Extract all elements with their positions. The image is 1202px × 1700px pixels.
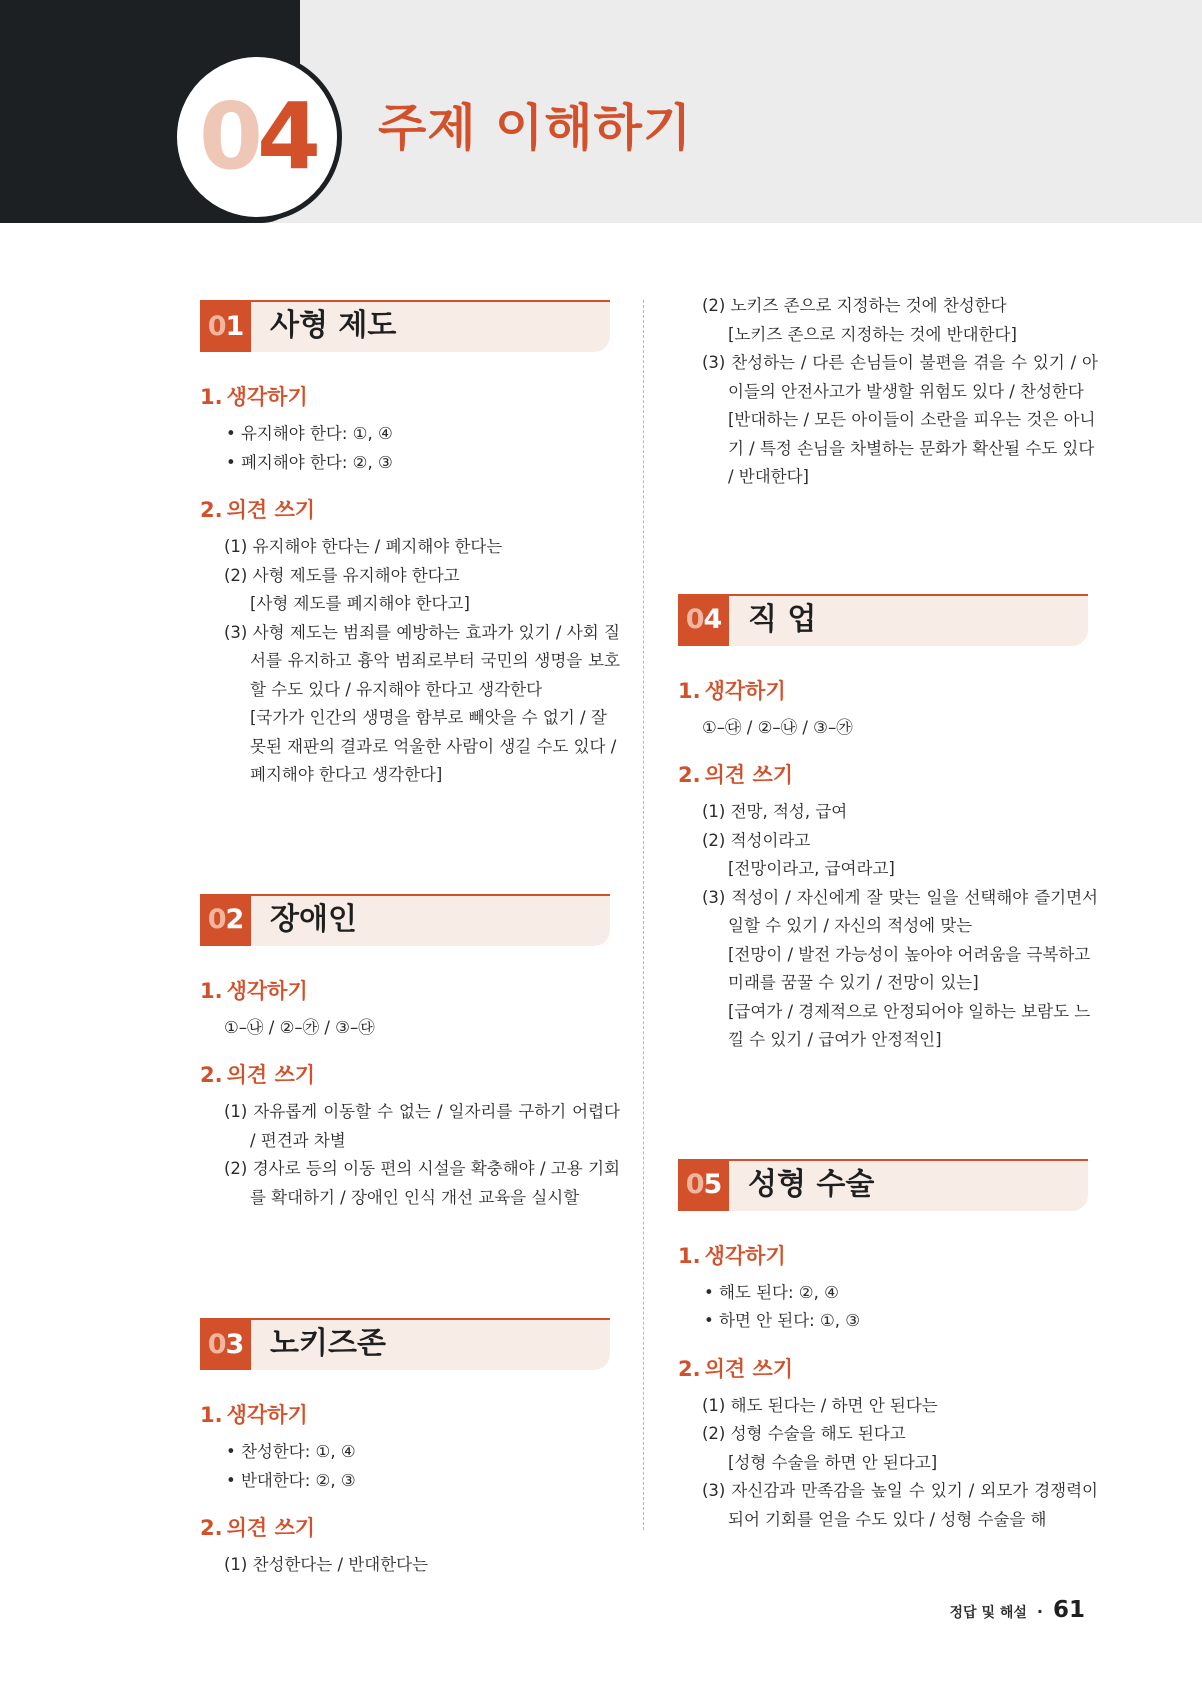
section-header-01 [200,300,620,352]
list-item: (1) 자유롭게 이동할 수 없는 / 일자리를 구하기 어렵다 / 편견과 차별 [224,1102,620,1150]
right-column [678,296,1098,1552]
list-item: ①–㉰ / ②–㉯ / ③–㉮ [702,717,853,737]
list-item: (3) 찬성하는 / 다른 손님들이 불편을 겪을 수 있기 / 아이들의 안전사고가 발생할 위험도 있다 / 찬성한다 [702,353,1098,401]
subheading-label: 의견 쓰기 [226,498,316,522]
think-list [200,420,620,477]
section-number-digit: 3 [225,1328,244,1360]
section-header-bar [200,300,610,352]
left-column [200,300,620,1598]
subheading-label: 의견 쓰기 [704,763,794,787]
section-number [200,894,251,946]
subheading-number: 2. [678,763,701,787]
list-item: • 반대한다: ②, ③ [226,1470,356,1490]
section-number-zero: 0 [207,904,226,935]
column-divider [643,300,644,1530]
section-number-zero: 0 [207,310,226,342]
subheading-think [678,676,1098,706]
page-footer [950,1597,1085,1623]
subheading-number: 2. [200,1063,223,1087]
list-item: • 해도 된다: ②, ④ [704,1282,839,1302]
list-item: (1) 전망, 적성, 급여 [702,802,848,821]
think-list [678,714,1098,743]
subheading-number: 2. [200,498,223,522]
chapter-number-badge [172,52,342,222]
section-header-bar [200,894,610,946]
section-header-04 [678,594,1098,646]
subheading-label: 의견 쓰기 [226,1063,316,1087]
subheading-think [200,1400,620,1430]
section-number-zero: 0 [207,1328,226,1360]
chapter-number-digit: 4 [257,83,316,190]
section-header-bar [678,1159,1088,1211]
section-number-zero: 0 [685,1169,704,1200]
section-header-02 [200,894,620,946]
subheading-label: 생각하기 [226,1403,308,1427]
list-item: (2) 경사로 등의 이동 편의 시설을 확충해야 / 고용 기회를 확대하기 / 장애인 인식 개선 교육을 실시할 [224,1159,620,1207]
subheading-think [200,382,620,412]
opinion-list [678,798,1098,1055]
list-item: (3) 적성이 / 자신에게 잘 맞는 일을 선택해야 즐기면서 일할 수 있기 / 자신의 적성에 맞는 [702,887,1098,935]
subheading-label: 의견 쓰기 [704,1356,794,1381]
subheading-number: 1. [200,385,223,409]
section-header-05 [678,1159,1098,1211]
section-number [200,300,251,352]
subheading-opinion [200,495,620,525]
list-item: (2) 사형 제도를 유지해야 한다고 [224,565,460,585]
opinion-list [200,1551,620,1580]
opinion-list [200,1098,620,1212]
footer-label: 정답 및 해설 [949,1605,1027,1621]
spacer [200,808,620,894]
list-item-alt: [국가가 인간의 생명을 함부로 빼앗을 수 없기 / 잘못된 재판의 결과로 억울한 사람이 생길 수도 있다 / 폐지해야 한다고 생각한다] [250,708,617,784]
section-title: 직 업 [748,601,817,637]
page-number: 61 [1052,1597,1085,1623]
list-item-alt: [급여가 / 경제적으로 안정되어야 일하는 보람도 느낄 수 있기 / 급여가 안정적인] [728,1001,1091,1049]
opinion-list-continued [678,292,1098,492]
section-header-bar [200,1318,610,1370]
subheading-label: 생각하기 [226,385,308,409]
list-item-alt: [노키즈 존으로 지정하는 것에 반대한다] [728,324,1017,344]
section-header-03 [200,1318,620,1370]
subheading-label: 의견 쓰기 [226,1516,316,1540]
subheading-think [678,1241,1098,1271]
section-number [678,1159,729,1211]
spacer [678,1073,1098,1159]
subheading-label: 생각하기 [704,678,786,703]
list-item-alt: [사형 제도를 폐지해야 한다고] [250,594,470,613]
chapter-number-zero: 0 [198,83,257,190]
subheading-number: 1. [678,678,701,703]
section-number-digit: 2 [225,904,244,935]
chapter-number [198,83,316,190]
list-item: (2) 성형 수술을 해도 된다고 [702,1424,906,1443]
list-item: ①–㉯ / ②–㉮ / ③–㉰ [224,1017,375,1037]
section-number-digit: 5 [703,1169,722,1200]
list-item: (1) 해도 된다는 / 하면 안 된다는 [702,1395,938,1415]
subheading-number: 1. [678,1243,701,1268]
section-number-zero: 0 [685,604,704,635]
think-list [678,1279,1098,1336]
list-item: (1) 유지해야 한다는 / 폐지해야 한다는 [224,537,503,556]
list-item: (2) 노키즈 존으로 지정하는 것에 찬성한다 [702,296,1007,315]
spacer [678,510,1098,594]
think-list [200,1014,620,1043]
list-item: (3) 자신감과 만족감을 높일 수 있기 / 외모가 경쟁력이 되어 기회를 얻을 수도 있다 / 성형 수술을 해 [702,1481,1098,1529]
list-item: (2) 적성이라고 [702,830,811,850]
chapter-title: 주제 이해하기 [378,99,693,157]
subheading-label: 생각하기 [704,1243,786,1268]
footer-separator: · [1036,1602,1043,1621]
list-item: (1) 찬성한다는 / 반대한다는 [224,1555,429,1574]
list-item: (3) 사형 제도는 범죄를 예방하는 효과가 있기 / 사회 질서를 유지하고 흉악 범죄로부터 국민의 생명을 보호할 수도 있다 / 유지해야 한다고 생각한다 [224,622,620,699]
think-list [200,1438,620,1495]
subheading-opinion [200,1060,620,1090]
section-number-digit: 4 [703,604,722,635]
section-number [678,594,729,646]
spacer [200,1230,620,1318]
subheading-think [200,976,620,1006]
list-item-alt: [전망이 / 발전 가능성이 높아야 어려움을 극복하고 미래를 꿈꿀 수 있기 / 전망이 있는] [728,944,1091,992]
list-item: • 찬성한다: ①, ④ [226,1442,356,1461]
list-item-alt: [반대하는 / 모든 아이들이 소란을 피우는 것은 아니기 / 특정 손님을 차별하는 문화가 확산될 수도 있다 / 반대한다] [728,410,1096,486]
subheading-number: 2. [678,1356,701,1381]
subheading-number: 1. [200,1403,223,1427]
subheading-number: 1. [200,978,223,1003]
list-item-alt: [전망이라고, 급여라고] [728,859,895,878]
section-title: 장애인 [270,901,357,937]
section-number [200,1318,251,1370]
list-item: • 유지해야 한다: ①, ④ [226,424,393,443]
opinion-list [200,533,620,790]
subheading-opinion [678,760,1098,790]
list-item: • 하면 안 된다: ①, ③ [704,1311,861,1330]
section-title: 노키즈존 [270,1326,386,1361]
subheading-number: 2. [200,1516,223,1540]
list-item: • 폐지해야 한다: ②, ③ [226,452,393,472]
list-item-alt: [성형 수술을 하면 안 된다고] [728,1452,938,1472]
opinion-list [678,1392,1098,1535]
subheading-opinion [678,1354,1098,1384]
subheading-label: 생각하기 [226,978,308,1003]
subheading-opinion [200,1513,620,1543]
section-number-digit: 1 [225,310,244,342]
section-title: 사형 제도 [270,308,397,343]
section-title: 성형 수술 [748,1166,875,1202]
section-header-bar [678,594,1088,646]
